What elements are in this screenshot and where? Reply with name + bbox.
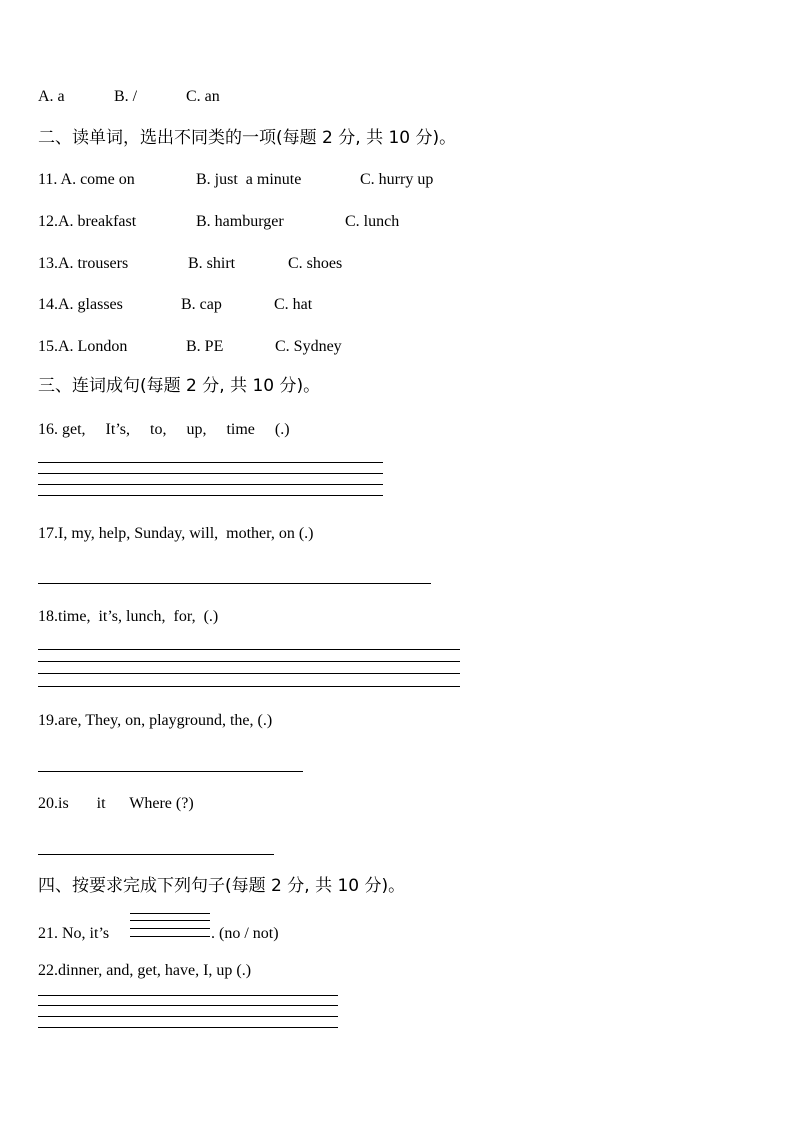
question-18: 18.time, it’s, lunch, for, (.) — [38, 608, 219, 625]
question-17: 17.I, my, help, Sunday, will, mother, on (.) — [38, 525, 314, 542]
answer-line-19[interactable] — [38, 771, 303, 772]
option-c: C. shoes — [288, 255, 343, 272]
question-number: 11. A. come on — [38, 171, 135, 188]
option-c: C. hurry up — [360, 171, 434, 188]
option-c: C. Sydney — [275, 338, 342, 355]
question-number: 14.A. glasses — [38, 296, 123, 313]
question-20: 20.is it Where (?) — [38, 795, 194, 812]
question-21-suffix: . (no / not) — [211, 925, 279, 942]
answer-line-17[interactable] — [38, 583, 431, 584]
question-number: 15.A. London — [38, 338, 128, 355]
section-3-heading: 三、连词成句(每题 2 分, 共 10 分)。 — [38, 376, 321, 396]
question-21-prefix: 21. No, it’s — [38, 925, 110, 942]
option-b: B. just a minute — [196, 171, 302, 188]
option-a: A. a — [38, 88, 65, 105]
option-b: B. hamburger — [196, 213, 284, 230]
option-c: C. hat — [274, 296, 313, 313]
question-number: 13.A. trousers — [38, 255, 129, 272]
option-b: B. shirt — [188, 255, 236, 272]
question-16: 16. get, It’s, to, up, time (.) — [38, 421, 290, 438]
option-b: B. PE — [186, 338, 224, 355]
question-number: 12.A. breakfast — [38, 213, 137, 230]
option-c: C. lunch — [345, 213, 400, 230]
answer-line-20[interactable] — [38, 854, 274, 855]
section-4-heading: 四、按要求完成下列句子(每题 2 分, 共 10 分)。 — [38, 876, 406, 896]
question-19: 19.are, They, on, playground, the, (.) — [38, 712, 273, 729]
option-c: C. an — [186, 88, 220, 105]
option-b: B. cap — [181, 296, 222, 313]
section-2-heading: 二、读单词，选出不同类的一项(每题 2 分, 共 10 分)。 — [38, 128, 457, 148]
option-b: B. / — [114, 88, 138, 105]
question-22: 22.dinner, and, get, have, I, up (.) — [38, 962, 252, 979]
